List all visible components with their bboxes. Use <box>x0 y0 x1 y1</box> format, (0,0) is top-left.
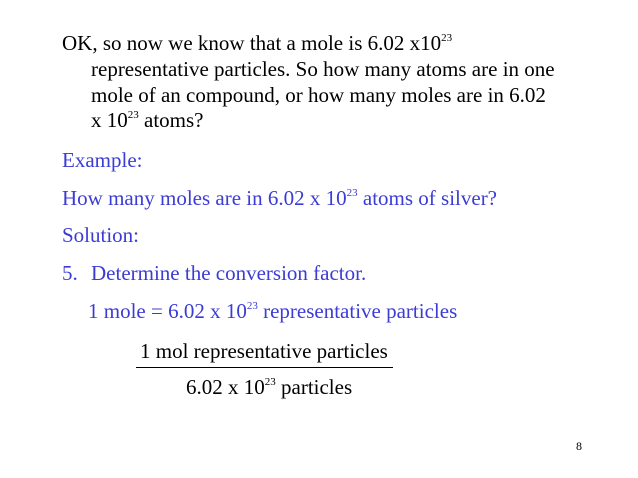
question-line <box>62 186 497 210</box>
fraction-denominator <box>186 375 352 399</box>
exponent: 23 <box>127 109 139 121</box>
fraction-denominator-pre: 6.02 x 10 <box>186 375 265 399</box>
fraction-numerator-text: 1 mol representative particles <box>140 339 388 363</box>
solution-label-text: Solution: <box>62 223 140 247</box>
intro-line-2-text: representative particles. So how many atoms are in one <box>91 57 555 81</box>
step-line <box>62 261 366 285</box>
intro-line-3-text: mole of an compound, or how many moles are in 6.02 <box>91 83 546 107</box>
solution-label <box>62 223 139 247</box>
equation-pre: 1 mole = 6.02 x 10 <box>88 299 247 323</box>
exponent: 23 <box>264 376 276 388</box>
intro-line-4 <box>91 108 203 132</box>
step-number: 5. <box>62 261 78 285</box>
intro-line-4-post: atoms? <box>138 108 204 132</box>
fraction-numerator <box>140 339 388 363</box>
fraction-denominator-post: particles <box>275 375 353 399</box>
step-text: Determine the conversion factor. <box>91 261 367 285</box>
intro-line-4-pre: x 10 <box>91 108 128 132</box>
exponent: 23 <box>246 300 258 312</box>
example-label <box>62 148 142 172</box>
intro-line-1-text: OK, so now we know that a mole is 6.02 x10 <box>62 31 442 55</box>
example-label-text: Example: <box>62 148 143 172</box>
equation-post: representative particles <box>257 299 458 323</box>
intro-line-1 <box>62 31 452 55</box>
intro-line-2 <box>91 57 555 81</box>
question-pre: How many moles are in 6.02 x 10 <box>62 186 347 210</box>
exponent: 23 <box>441 32 453 44</box>
page-number: 8 <box>576 439 582 453</box>
question-post: atoms of silver? <box>357 186 498 210</box>
fraction-bar <box>136 367 393 368</box>
intro-line-3 <box>91 83 546 107</box>
equation-line <box>88 299 457 323</box>
exponent: 23 <box>346 187 358 199</box>
